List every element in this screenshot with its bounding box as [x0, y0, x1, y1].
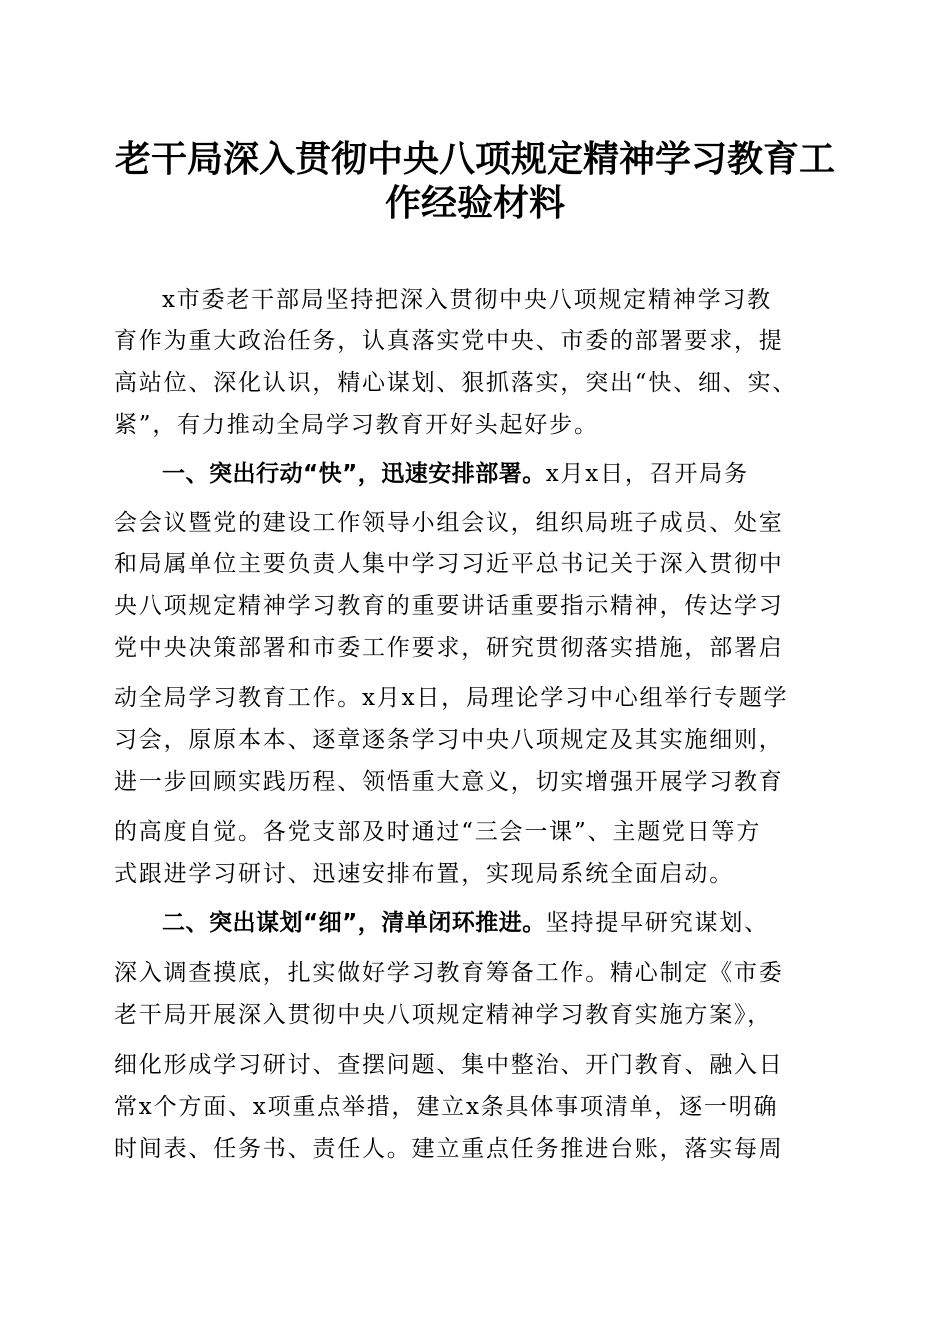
- intro-paragraph-line-2: 育作为重大政治任务，认真落实党中央、市委的部署要求，提: [114, 328, 784, 354]
- section-2-line: 老干局开展深入贯彻中央八项规定精神学习教育实施方案》，: [114, 1002, 773, 1028]
- section-1-line: 的高度自觉。各党支部及时通过“三会一课”、主题党日等方: [114, 819, 762, 845]
- intro-paragraph-line-4: 紧”，有力推动全局学习教育开好头起好步。: [114, 412, 599, 438]
- section-2-heading: 二、突出谋划“细”，清单闭环推进。: [162, 910, 546, 936]
- section-1-line: 动全局学习教育工作。x月x日，局理论学习中心组举行专题学: [114, 685, 789, 711]
- section-1-first-line: [162, 459, 749, 489]
- intro-paragraph-line-3: 高站位、深化认识，精心谋划、狠抓落实，突出“快、细、实、: [114, 370, 798, 396]
- section-2-first-line: [162, 908, 769, 938]
- section-1-line: 央八项规定精神学习教育的重要讲话重要指示精神，传达学习: [114, 593, 784, 619]
- section-2-line: 时间表、任务书、责任人。建立重点任务推进台账，落实每周: [114, 1136, 784, 1162]
- section-1-heading: 一、突出行动“快”，迅速安排部署。: [162, 461, 546, 487]
- section-1-line: 式跟进学习研讨、迅速安排布置，实现局系统全面启动。: [114, 861, 734, 887]
- section-1-line: 和局属单位主要负责人集中学习习近平总书记关于深入贯彻中: [114, 551, 784, 577]
- section-1-line: 党中央决策部署和市委工作要求，研究贯彻落实措施，部署启: [114, 635, 784, 661]
- intro-paragraph-line-1: x市委老干部局坚持把深入贯彻中央八项规定精神学习教: [162, 287, 772, 313]
- section-1-first-line-text: x月x日，召开局务: [545, 461, 749, 487]
- section-1-line: 习会，原原本本、逐章逐条学习中央八项规定及其实施细则，: [114, 727, 784, 753]
- document-title-line-1: 老干局深入贯彻中央八项规定精神学习教育工: [114, 138, 835, 180]
- section-2-line: 常x个方面、x项重点举措，建立x条具体事项清单，逐一明确: [114, 1094, 779, 1120]
- section-1-line: 进一步回顾实践历程、领悟重大意义，切实增强开展学习教育: [114, 769, 784, 795]
- section-2-first-line-text: 坚持提早研究谋划、: [545, 910, 769, 936]
- section-1-line: 会会议暨党的建设工作领导小组会议，组织局班子成员、处室: [114, 510, 784, 536]
- document-title-line-2: 作经验材料: [384, 182, 565, 224]
- section-2-line: 深入调查摸底，扎实做好学习教育筹备工作。精心制定《市委: [114, 960, 784, 986]
- section-2-line: 细化形成学习研讨、查摆问题、集中整治、开门教育、融入日: [114, 1052, 784, 1078]
